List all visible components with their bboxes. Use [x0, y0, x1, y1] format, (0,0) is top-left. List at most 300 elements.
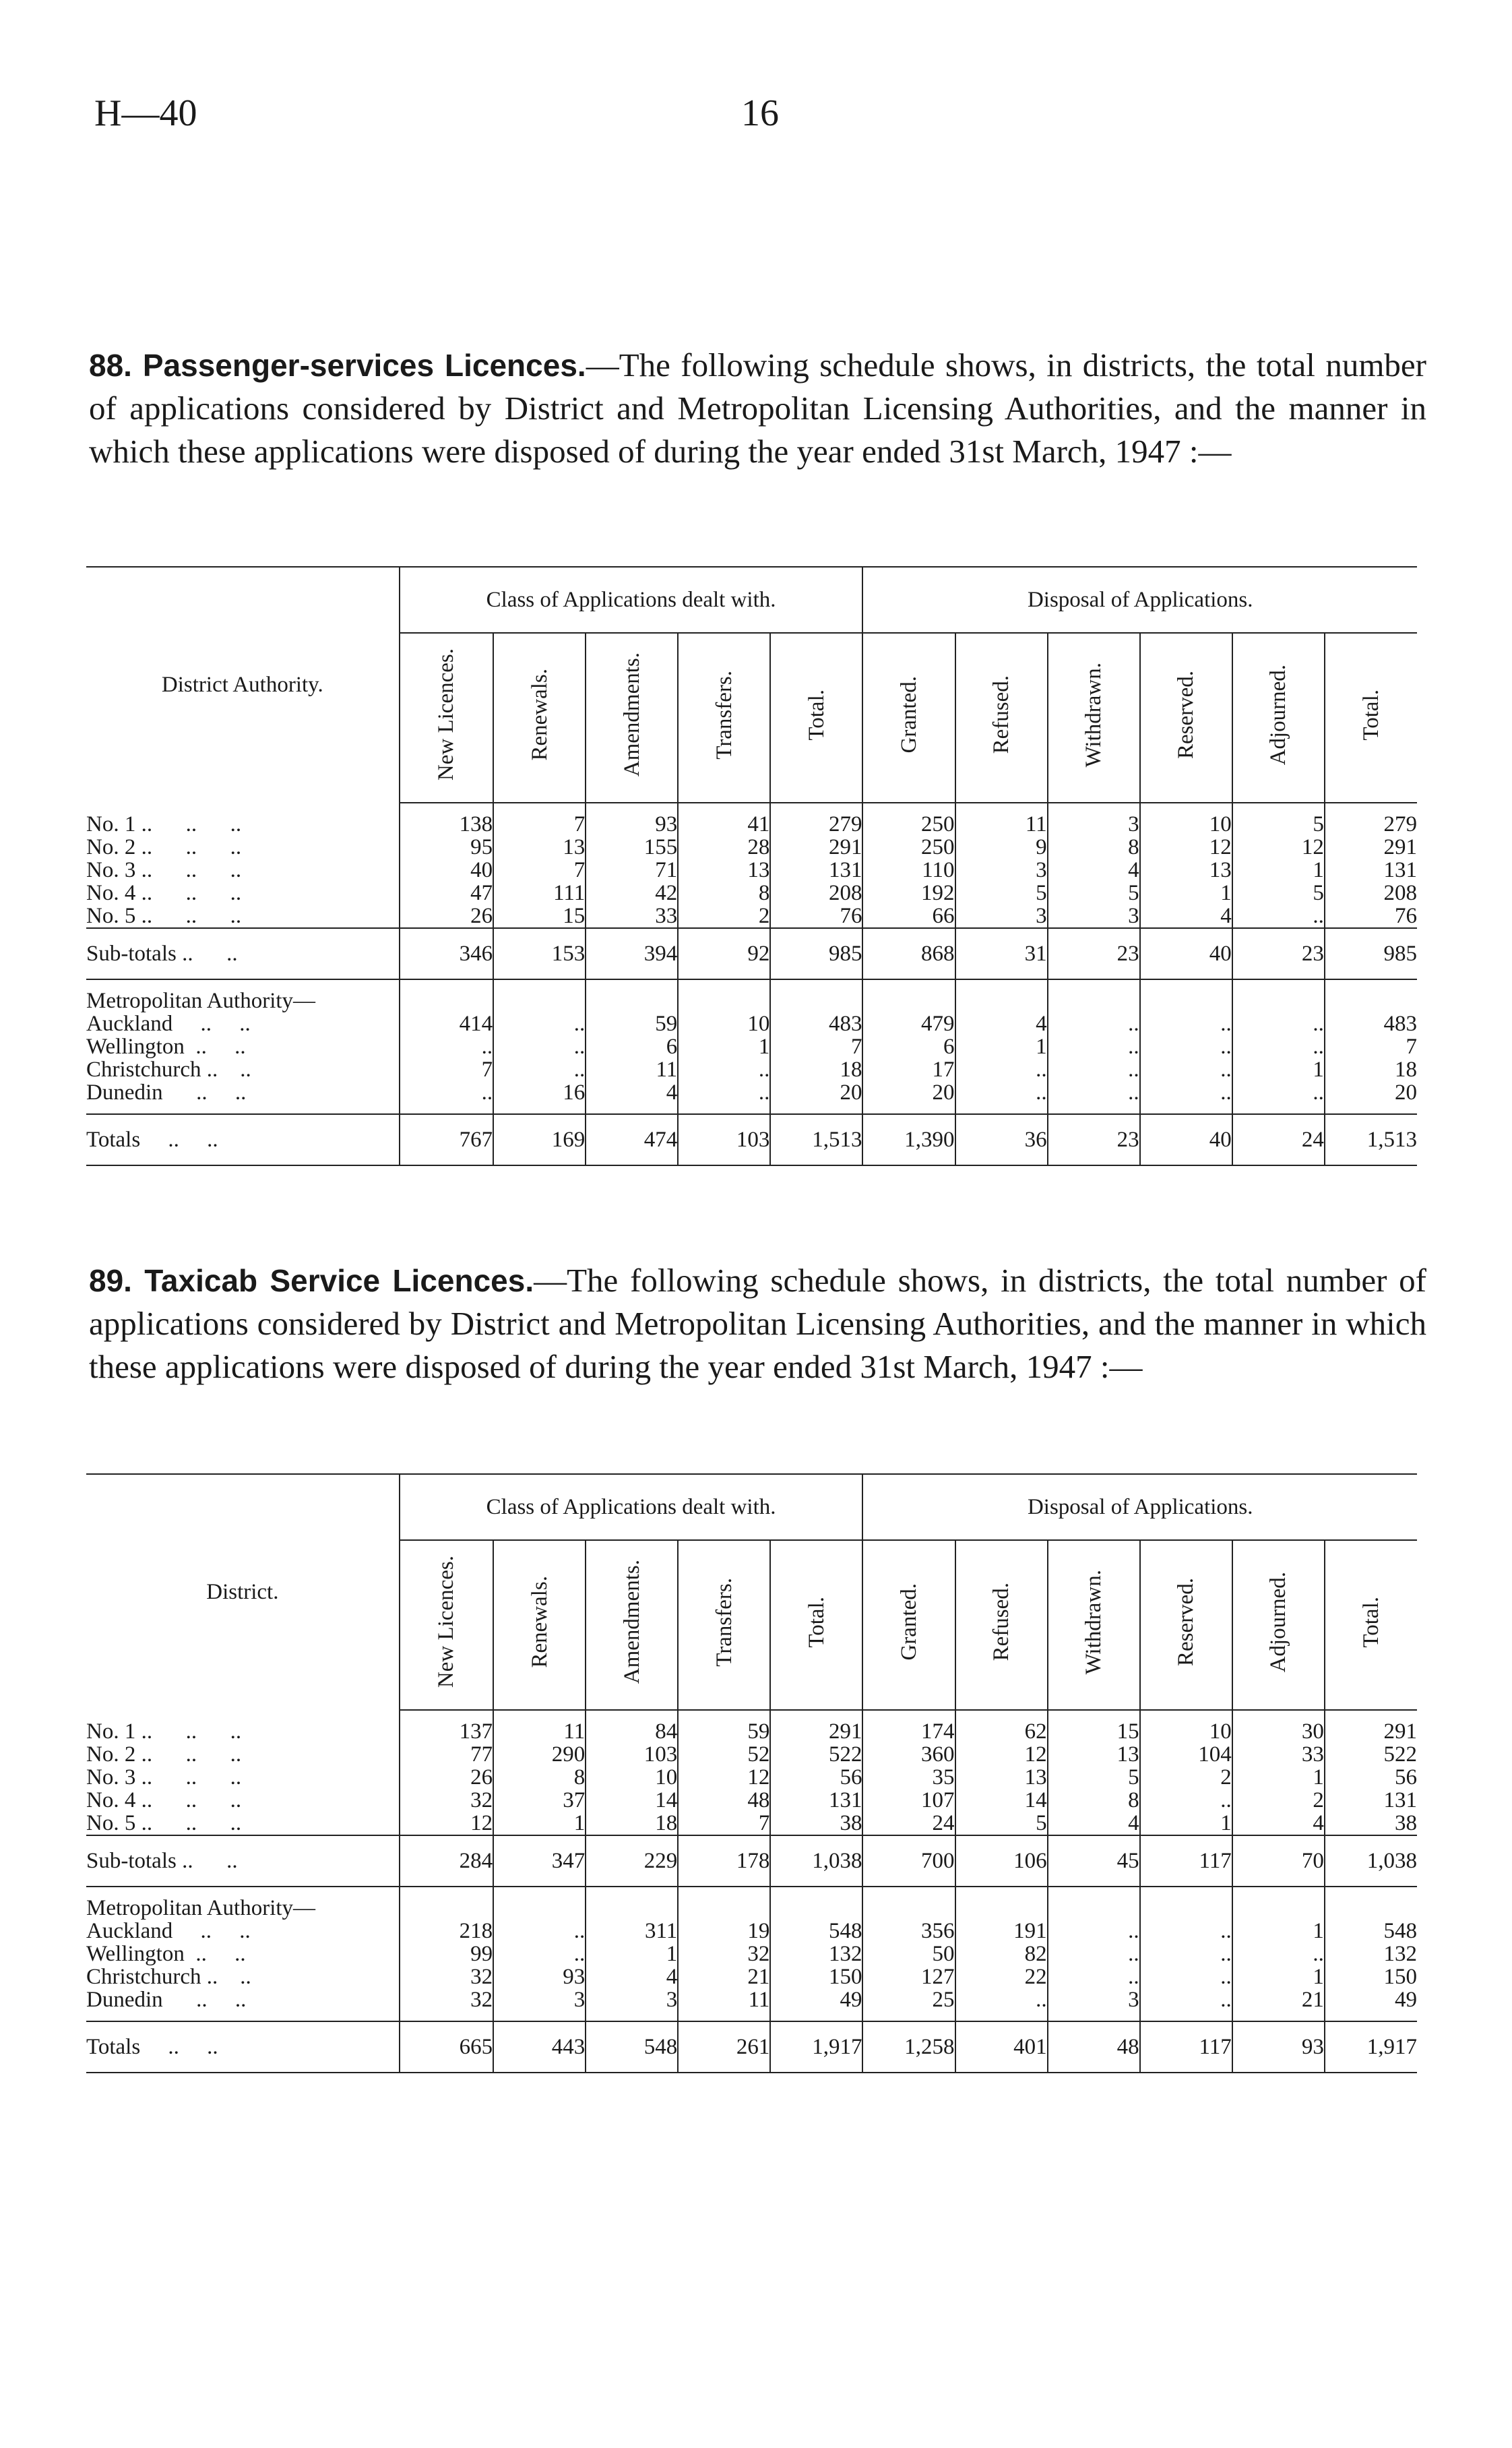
empty-cell — [1140, 979, 1232, 1012]
column-header-label: Transfers. — [712, 1577, 736, 1667]
column-header — [770, 633, 862, 803]
table-cell: 291 — [770, 1710, 862, 1743]
table-cell: .. — [955, 1081, 1048, 1114]
table-cell: 131 — [770, 859, 862, 882]
table-cell: 4 — [955, 1012, 1048, 1035]
table-cell: 192 — [862, 882, 955, 905]
table-cell: 1 — [955, 1035, 1048, 1058]
table-cell: 38 — [1325, 1812, 1417, 1835]
empty-cell — [955, 979, 1048, 1012]
table-cell: 25 — [862, 1988, 955, 2021]
table-cell: 1 — [678, 1035, 770, 1058]
table-cell: 4 — [1048, 859, 1140, 882]
table-cell: 279 — [770, 803, 862, 836]
metro-row — [86, 1988, 1417, 2021]
table-cell: .. — [1232, 1081, 1325, 1114]
empty-cell — [1048, 979, 1140, 1012]
table-cell: 21 — [1232, 1988, 1325, 2021]
column-header-label: Withdrawn. — [1081, 662, 1106, 768]
table-cell: 208 — [1325, 882, 1417, 905]
table-cell: 169 — [493, 1114, 586, 1165]
table-cell: 153 — [493, 928, 586, 979]
table-cell: 117 — [1140, 1835, 1232, 1887]
table-cell: 131 — [770, 1789, 862, 1812]
table-cell: .. — [493, 1035, 586, 1058]
section-89-heading: 89. Taxicab Service Licences. — [89, 1263, 534, 1298]
district-row — [86, 1812, 1417, 1835]
column-header — [955, 633, 1048, 803]
group-header-disposal: Disposal of Applications. — [862, 1474, 1417, 1540]
table-cell: .. — [1140, 1942, 1232, 1965]
table-cell: 103 — [678, 1114, 770, 1165]
empty-cell — [1325, 1887, 1417, 1920]
table-cell: 9 — [955, 836, 1048, 859]
empty-cell — [493, 979, 586, 1012]
table-cell: 107 — [862, 1789, 955, 1812]
table-cell: 474 — [586, 1114, 678, 1165]
district-row — [86, 803, 1417, 836]
table-cell: 4 — [586, 1965, 678, 1988]
table-cell: 1,038 — [770, 1835, 862, 1887]
table-cell: 311 — [586, 1920, 678, 1942]
table-cell: 24 — [862, 1812, 955, 1835]
table-cell: .. — [955, 1988, 1048, 2021]
row-label: Dunedin .. .. — [86, 1988, 247, 2012]
table-cell: 40 — [400, 859, 493, 882]
table-cell: 12 — [678, 1766, 770, 1789]
column-header — [678, 633, 770, 803]
page-number: 16 — [741, 92, 779, 134]
subtotal-row — [86, 1835, 1417, 1887]
table-cell: .. — [955, 1058, 1048, 1081]
table-cell: 3 — [493, 1988, 586, 2021]
table-cell: 52 — [678, 1743, 770, 1766]
table-cell: 7 — [770, 1035, 862, 1058]
table-cell: 13 — [1048, 1743, 1140, 1766]
metro-title-row — [86, 1887, 1417, 1920]
column-header — [586, 1540, 678, 1710]
table-cell: 132 — [770, 1942, 862, 1965]
table-cell: 250 — [862, 836, 955, 859]
table-cell: 24 — [1232, 1114, 1325, 1165]
table-cell: 414 — [400, 1012, 493, 1035]
table-cell: 443 — [493, 2021, 586, 2073]
table-cell: 1,513 — [1325, 1114, 1417, 1165]
table-cell: 50 — [862, 1942, 955, 1965]
table-cell: 11 — [493, 1710, 586, 1743]
table-cell: 1 — [586, 1942, 678, 1965]
table-cell: 3 — [1048, 1988, 1140, 2021]
table-cell: 48 — [678, 1789, 770, 1812]
table-cell: 3 — [586, 1988, 678, 2021]
table-cell: 11 — [678, 1988, 770, 2021]
row-label: No. 1 .. .. .. — [86, 1719, 242, 1744]
row-label: No. 5 .. .. .. — [86, 904, 242, 928]
table-cell: 12 — [1140, 836, 1232, 859]
table-cell: 14 — [955, 1789, 1048, 1812]
table-cell: 19 — [678, 1920, 770, 1942]
table-cell: 14 — [586, 1789, 678, 1812]
table-cell: 127 — [862, 1965, 955, 1988]
table-cell: 1 — [493, 1812, 586, 1835]
column-header — [1232, 1540, 1325, 1710]
table-cell: 7 — [493, 803, 586, 836]
column-header-label: Reserved. — [1174, 670, 1199, 760]
table-cell: 479 — [862, 1012, 955, 1035]
empty-cell — [770, 979, 862, 1012]
table-cell: 20 — [862, 1081, 955, 1114]
table-cell: 12 — [1232, 836, 1325, 859]
row-label: Christchurch .. .. — [86, 1058, 251, 1082]
empty-cell — [770, 1887, 862, 1920]
table-cell: 5 — [1048, 1766, 1140, 1789]
table-cell: 13 — [678, 859, 770, 882]
table-cell: 110 — [862, 859, 955, 882]
table-cell: .. — [678, 1058, 770, 1081]
table-cell: 106 — [955, 1835, 1048, 1887]
column-header — [1140, 633, 1232, 803]
metro-row — [86, 1058, 1417, 1081]
row-label: No. 5 .. .. .. — [86, 1811, 242, 1835]
table-cell: 70 — [1232, 1835, 1325, 1887]
column-header — [586, 633, 678, 803]
row-label: No. 2 .. .. .. — [86, 1742, 242, 1767]
document-code: H—40 — [94, 92, 197, 134]
totals-row — [86, 1114, 1417, 1165]
table-cell: 150 — [770, 1965, 862, 1988]
column-header-label: Granted. — [896, 676, 921, 754]
column-header-label: New Licences. — [434, 1556, 459, 1688]
table-cell: .. — [1140, 1012, 1232, 1035]
table-cell: 155 — [586, 836, 678, 859]
table-cell: 1,390 — [862, 1114, 955, 1165]
metro-title-row — [86, 979, 1417, 1012]
table-cell: 279 — [1325, 803, 1417, 836]
column-header-label: Adjourned. — [1266, 1571, 1291, 1673]
column-header — [1325, 633, 1417, 803]
table-cell: 10 — [678, 1012, 770, 1035]
table-cell: 3 — [1048, 905, 1140, 928]
section-88-heading: 88. Passenger-services Licences. — [89, 348, 586, 383]
table-cell: 49 — [770, 1988, 862, 2021]
district-row — [86, 905, 1417, 928]
table-cell: 23 — [1048, 928, 1140, 979]
table-cell: 178 — [678, 1835, 770, 1887]
metro-row — [86, 1012, 1417, 1035]
district-row — [86, 1766, 1417, 1789]
column-header-label: Reserved. — [1174, 1577, 1199, 1667]
table-cell: 45 — [1048, 1835, 1140, 1887]
table-cell: 47 — [400, 882, 493, 905]
table-cell: 42 — [586, 882, 678, 905]
metro-row — [86, 1920, 1417, 1942]
table-cell: 1 — [1232, 1965, 1325, 1988]
empty-cell — [862, 1887, 955, 1920]
table-cell: 4 — [1232, 1812, 1325, 1835]
table-cell: 2 — [1232, 1789, 1325, 1812]
column-header — [678, 1540, 770, 1710]
table-cell: 99 — [400, 1942, 493, 1965]
table-cell: 3 — [955, 859, 1048, 882]
empty-cell — [493, 1887, 586, 1920]
group-header-disposal: Disposal of Applications. — [862, 567, 1417, 633]
table-cell: .. — [1232, 1942, 1325, 1965]
table-cell: 132 — [1325, 1942, 1417, 1965]
empty-cell — [1325, 979, 1417, 1012]
section-88-text: —The following schedule shows, in districts, the total number of applications considered by District and Metropolitan Licensing Authorities, and the manner in which these applications were disposed of during the year ended 31st March, 1947 :— — [89, 346, 1426, 470]
table-cell: 92 — [678, 928, 770, 979]
subtotal-row — [86, 928, 1417, 979]
column-header-label: Renewals. — [527, 1576, 552, 1668]
table-cell: 7 — [400, 1058, 493, 1081]
row-label: Christchurch .. .. — [86, 1965, 251, 1989]
table-cell: 84 — [586, 1710, 678, 1743]
metro-row — [86, 1081, 1417, 1114]
empty-cell — [400, 979, 493, 1012]
table-cell: 4 — [1048, 1812, 1140, 1835]
table-cell: 76 — [1325, 905, 1417, 928]
table-cell: 40 — [1140, 1114, 1232, 1165]
column-header-label: Total. — [1358, 1596, 1383, 1648]
table-cell: 6 — [586, 1035, 678, 1058]
table-cell: 700 — [862, 1835, 955, 1887]
table-cell: 59 — [678, 1710, 770, 1743]
table-cell: 28 — [678, 836, 770, 859]
table-cell: 2 — [678, 905, 770, 928]
table-cell: 8 — [493, 1766, 586, 1789]
table-cell: 548 — [770, 1920, 862, 1942]
table-cell: 138 — [400, 803, 493, 836]
table-cell: 41 — [678, 803, 770, 836]
district-row — [86, 1710, 1417, 1743]
table-cell: .. — [1048, 1942, 1140, 1965]
table-cell: .. — [1048, 1965, 1140, 1988]
table-cell: 218 — [400, 1920, 493, 1942]
column-header — [1140, 1540, 1232, 1710]
metro-title: Metropolitan Authority— — [86, 989, 316, 1013]
row-label: Auckland .. .. — [86, 1012, 251, 1036]
table-cell: 7 — [1325, 1035, 1417, 1058]
table-cell: 31 — [955, 928, 1048, 979]
empty-cell — [400, 1887, 493, 1920]
table-cell: 346 — [400, 928, 493, 979]
table-cell: 1,917 — [770, 2021, 862, 2073]
column-header-label: Transfers. — [712, 670, 736, 760]
table-cell: 868 — [862, 928, 955, 979]
table-cell: 36 — [955, 1114, 1048, 1165]
table-cell: 76 — [770, 905, 862, 928]
table-cell: 394 — [586, 928, 678, 979]
table-cell: .. — [493, 1920, 586, 1942]
table-cell: .. — [1232, 1012, 1325, 1035]
stub-header: District. — [206, 1580, 279, 1604]
row-label: Totals .. .. — [86, 2021, 400, 2073]
column-header — [1048, 1540, 1140, 1710]
column-header — [1232, 633, 1325, 803]
group-header-class: Class of Applications dealt with. — [400, 567, 863, 633]
table-cell: 93 — [493, 1965, 586, 1988]
row-label: No. 2 .. .. .. — [86, 835, 242, 859]
table-cell: 30 — [1232, 1710, 1325, 1743]
table-cell: 17 — [862, 1058, 955, 1081]
column-header-label: Adjourned. — [1266, 664, 1291, 766]
metro-row — [86, 1035, 1417, 1058]
table-cell: 13 — [1140, 859, 1232, 882]
table-cell: 5 — [1048, 882, 1140, 905]
table-cell: 10 — [1140, 1710, 1232, 1743]
table-cell: 1,258 — [862, 2021, 955, 2073]
group-header-class: Class of Applications dealt with. — [400, 1474, 863, 1540]
table-cell: 117 — [1140, 2021, 1232, 2073]
row-label: Sub-totals .. .. — [86, 928, 400, 979]
table-cell: 33 — [1232, 1743, 1325, 1766]
table-cell: 22 — [955, 1965, 1048, 1988]
table-cell: 11 — [586, 1058, 678, 1081]
totals-row — [86, 2021, 1417, 2073]
table-cell: 40 — [1140, 928, 1232, 979]
table-cell: 174 — [862, 1710, 955, 1743]
column-header — [862, 633, 955, 803]
table-cell: .. — [1232, 1035, 1325, 1058]
section-89-paragraph — [89, 1259, 1426, 1388]
column-header-label: Renewals. — [527, 669, 552, 761]
column-header — [955, 1540, 1048, 1710]
table-cell: 20 — [1325, 1081, 1417, 1114]
table-cell: 290 — [493, 1743, 586, 1766]
district-row — [86, 1743, 1417, 1766]
taxicab-service-table — [86, 1473, 1417, 2073]
empty-cell — [1232, 979, 1325, 1012]
table-cell: 20 — [770, 1081, 862, 1114]
empty-cell — [1140, 1887, 1232, 1920]
table-cell: .. — [1140, 1789, 1232, 1812]
row-label: Sub-totals .. .. — [86, 1835, 400, 1887]
district-row — [86, 882, 1417, 905]
row-label: No. 4 .. .. .. — [86, 881, 242, 905]
table-cell: 35 — [862, 1766, 955, 1789]
column-header-label: Total. — [1358, 689, 1383, 741]
table-cell: 8 — [678, 882, 770, 905]
empty-cell — [862, 979, 955, 1012]
column-header-label: Refused. — [989, 675, 1014, 754]
table-cell: 82 — [955, 1942, 1048, 1965]
row-label: Auckland .. .. — [86, 1919, 251, 1943]
column-header — [493, 1540, 586, 1710]
statistics-table — [86, 1473, 1417, 2073]
table-cell: .. — [493, 1012, 586, 1035]
table-cell: 7 — [493, 859, 586, 882]
table-cell: 5 — [1232, 803, 1325, 836]
table-cell: 26 — [400, 905, 493, 928]
table-cell: 1 — [1232, 859, 1325, 882]
table-cell: 4 — [586, 1081, 678, 1114]
table-cell: 59 — [586, 1012, 678, 1035]
table-cell: 48 — [1048, 2021, 1140, 2073]
table-cell: 3 — [955, 905, 1048, 928]
table-cell: .. — [1048, 1058, 1140, 1081]
table-cell: 291 — [1325, 836, 1417, 859]
table-cell: 356 — [862, 1920, 955, 1942]
table-cell: 985 — [1325, 928, 1417, 979]
table-cell: .. — [493, 1942, 586, 1965]
column-header — [770, 1540, 862, 1710]
column-header-label: Total. — [804, 1596, 829, 1648]
table-cell: 23 — [1048, 1114, 1140, 1165]
table-cell: .. — [1140, 1965, 1232, 1988]
column-header — [493, 633, 586, 803]
table-cell: 4 — [1140, 905, 1232, 928]
empty-cell — [586, 979, 678, 1012]
table-cell: 291 — [1325, 1710, 1417, 1743]
table-cell: 191 — [955, 1920, 1048, 1942]
table-cell: 3 — [1048, 803, 1140, 836]
row-label: Dunedin .. .. — [86, 1080, 247, 1105]
table-cell: 62 — [955, 1710, 1048, 1743]
table-cell: 66 — [862, 905, 955, 928]
table-cell: 32 — [400, 1789, 493, 1812]
table-cell: 1 — [1140, 882, 1232, 905]
table-cell: 33 — [586, 905, 678, 928]
table-cell: 985 — [770, 928, 862, 979]
table-cell: 150 — [1325, 1965, 1417, 1988]
row-label: No. 4 .. .. .. — [86, 1788, 242, 1812]
table-cell: 111 — [493, 882, 586, 905]
table-cell: 2 — [1140, 1766, 1232, 1789]
table-cell: 15 — [1048, 1710, 1140, 1743]
column-header — [862, 1540, 955, 1710]
table-cell: .. — [493, 1058, 586, 1081]
empty-cell — [1048, 1887, 1140, 1920]
table-cell: 1 — [1232, 1058, 1325, 1081]
table-cell: .. — [400, 1081, 493, 1114]
table-cell: 11 — [955, 803, 1048, 836]
empty-cell — [586, 1887, 678, 1920]
table-cell: 21 — [678, 1965, 770, 1988]
table-cell: 18 — [586, 1812, 678, 1835]
table-cell: 1 — [1232, 1766, 1325, 1789]
table-cell: 5 — [955, 882, 1048, 905]
table-cell: 10 — [1140, 803, 1232, 836]
section-88-paragraph — [89, 344, 1426, 473]
row-label: No. 3 .. .. .. — [86, 1765, 242, 1789]
table-cell: 261 — [678, 2021, 770, 2073]
table-cell: 137 — [400, 1710, 493, 1743]
column-header — [400, 1540, 493, 1710]
table-cell: 93 — [1232, 2021, 1325, 2073]
table-cell: .. — [1048, 1081, 1140, 1114]
column-header-label: Amendments. — [619, 652, 644, 777]
empty-cell — [1232, 1887, 1325, 1920]
table-cell: 18 — [770, 1058, 862, 1081]
table-cell: 131 — [1325, 1789, 1417, 1812]
table-cell: 15 — [493, 905, 586, 928]
row-label: Wellington .. .. — [86, 1942, 246, 1966]
table-cell: 12 — [400, 1812, 493, 1835]
table-cell: 56 — [770, 1766, 862, 1789]
table-cell: 32 — [678, 1942, 770, 1965]
table-cell: .. — [1140, 1988, 1232, 2021]
district-row — [86, 1789, 1417, 1812]
table-cell: 32 — [400, 1965, 493, 1988]
table-cell: 548 — [586, 2021, 678, 2073]
table-cell: 1,917 — [1325, 2021, 1417, 2073]
table-cell: 13 — [493, 836, 586, 859]
table-cell: 284 — [400, 1835, 493, 1887]
table-cell: 23 — [1232, 928, 1325, 979]
table-cell: .. — [1048, 1920, 1140, 1942]
table-cell: .. — [1048, 1012, 1140, 1035]
table-cell: .. — [1140, 1058, 1232, 1081]
